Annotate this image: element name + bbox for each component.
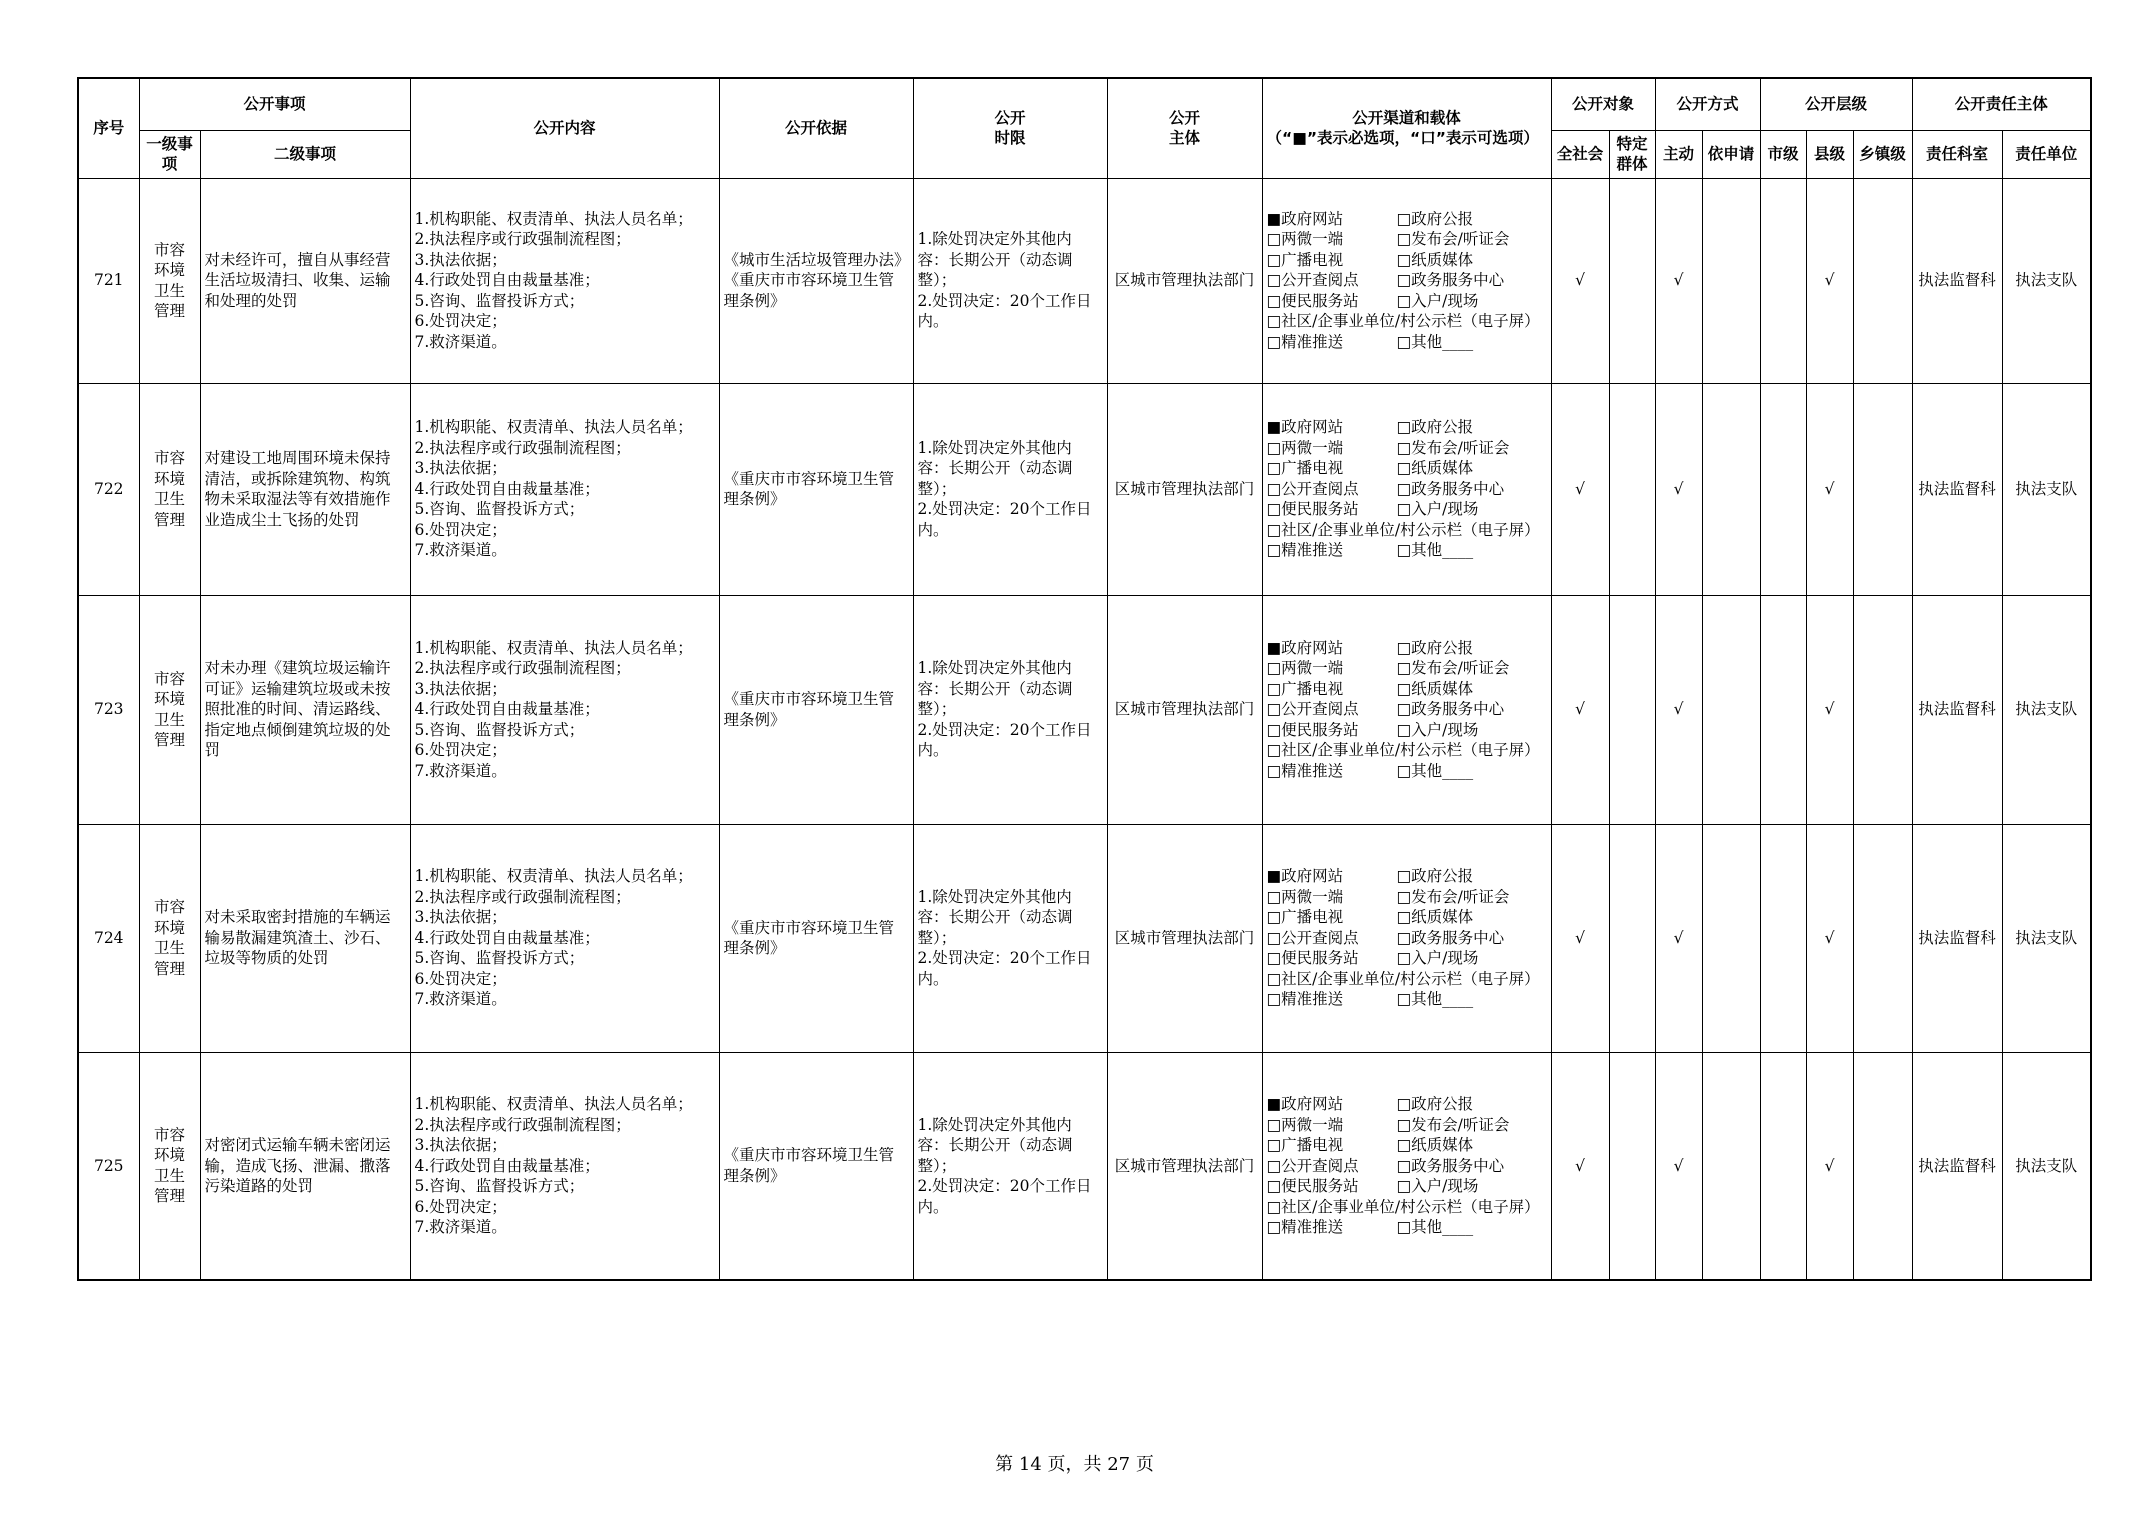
- channel-targeted-push: □精准推送: [1266, 332, 1344, 351]
- target-specific-cell: [1609, 178, 1655, 383]
- level2-cell: 对建设工地周围环境未保持清洁，或拆除建筑物、构筑物未采取湿法等有效措施作业造成尘土飞扬的处罚: [200, 383, 410, 595]
- channel-gov-gazette: □政府公报: [1396, 638, 1474, 657]
- level-town-cell: [1853, 178, 1912, 383]
- header-level1: 一级事项: [139, 130, 200, 178]
- header-channels: [1262, 78, 1551, 178]
- channel-gov-website: ■政府网站: [1266, 638, 1344, 657]
- header-target-all: 全社会: [1551, 130, 1609, 178]
- level-city-cell: [1760, 824, 1806, 1052]
- header-resp-office: 责任科室: [1912, 130, 2002, 178]
- level1-cell: 市容 环境 卫生 管理: [139, 383, 200, 595]
- channel-wechat-weibo: □两微一端: [1266, 230, 1344, 249]
- channel-gov-gazette: □政府公报: [1396, 1095, 1474, 1113]
- target-specific-cell: [1609, 1052, 1655, 1280]
- channel-gov-website: ■政府网站: [1266, 418, 1344, 437]
- resp-office-cell: 执法监督科: [1912, 383, 2002, 595]
- resp-unit-cell: 执法支队: [2002, 595, 2091, 824]
- method-active-cell: √: [1655, 383, 1702, 595]
- channel-other: □其他____: [1396, 761, 1474, 780]
- header-content: 公开内容: [410, 78, 719, 178]
- target-specific-cell: [1609, 383, 1655, 595]
- level-city-cell: [1760, 1052, 1806, 1280]
- channel-broadcast: □广播电视: [1266, 459, 1344, 478]
- channel-broadcast: □广播电视: [1266, 908, 1344, 927]
- channel-press-hearing: □发布会/听证会: [1396, 659, 1510, 678]
- channels-cell: [1262, 1052, 1551, 1280]
- resp-unit-cell: 执法支队: [2002, 1052, 2091, 1280]
- channel-press-hearing: □发布会/听证会: [1396, 230, 1510, 249]
- channel-wechat-weibo: □两微一端: [1266, 659, 1344, 678]
- header-level-town: 乡镇级: [1853, 130, 1912, 178]
- channel-reading-point: □公开查阅点: [1266, 1156, 1359, 1175]
- time-limit-cell: 1.除处罚决定外其他内容：长期公开（动态调整）； 2.处罚决定：20个工作日内。: [913, 178, 1107, 383]
- channel-broadcast: □广播电视: [1266, 679, 1344, 698]
- channel-service-center: □政务服务中心: [1396, 479, 1505, 498]
- method-active-cell: √: [1655, 1052, 1702, 1280]
- content-cell: 1.机构职能、权责清单、执法人员名单； 2.执法程序或行政强制流程图； 3.执法依据； 4.行政处罚自由裁量基准； 5.咨询、监督投诉方式； 6.处罚决定； 7.救济渠道。: [410, 595, 719, 824]
- subject-cell: 区城市管理执法部门: [1107, 595, 1262, 824]
- channel-onsite: □入户/现场: [1396, 949, 1479, 968]
- header-target-specific: 特定 群体: [1609, 130, 1655, 178]
- content-cell: 1.机构职能、权责清单、执法人员名单； 2.执法程序或行政强制流程图； 3.执法依据； 4.行政处罚自由裁量基准； 5.咨询、监督投诉方式； 6.处罚决定； 7.救济渠道。: [410, 383, 719, 595]
- seq-cell: 725: [78, 1052, 139, 1280]
- level-county-cell: √: [1806, 178, 1853, 383]
- level-county-cell: √: [1806, 595, 1853, 824]
- basis-cell: 《重庆市市容环境卫生管理条例》: [719, 824, 913, 1052]
- level-town-cell: [1853, 595, 1912, 824]
- method-request-cell: [1702, 824, 1760, 1052]
- header-method: 公开方式: [1655, 78, 1760, 130]
- channel-service-station: □便民服务站: [1266, 500, 1359, 519]
- channel-service-station: □便民服务站: [1266, 949, 1359, 968]
- channel-service-station: □便民服务站: [1266, 720, 1359, 739]
- channel-press-hearing: □发布会/听证会: [1396, 1115, 1510, 1134]
- table-row: [78, 383, 2091, 595]
- channel-other: □其他____: [1396, 990, 1474, 1009]
- channel-targeted-push: □精准推送: [1266, 990, 1344, 1009]
- method-active-cell: √: [1655, 178, 1702, 383]
- channel-wechat-weibo: □两微一端: [1266, 887, 1344, 906]
- seq-cell: 722: [78, 383, 139, 595]
- header-level-county: 县级: [1806, 130, 1853, 178]
- target-all-cell: √: [1551, 178, 1609, 383]
- target-specific-cell: [1609, 824, 1655, 1052]
- content-cell: 1.机构职能、权责清单、执法人员名单； 2.执法程序或行政强制流程图； 3.执法依据； 4.行政处罚自由裁量基准； 5.咨询、监督投诉方式； 6.处罚决定； 7.救济渠道。: [410, 824, 719, 1052]
- channel-gov-website: ■政府网站: [1266, 1095, 1344, 1113]
- level-city-cell: [1760, 178, 1806, 383]
- level2-cell: 对未采取密封措施的车辆运输易散漏建筑渣土、沙石、垃圾等物质的处罚: [200, 824, 410, 1052]
- level-city-cell: [1760, 383, 1806, 595]
- time-limit-cell: 1.除处罚决定外其他内容：长期公开（动态调整）； 2.处罚决定：20个工作日内。: [913, 383, 1107, 595]
- method-request-cell: [1702, 1052, 1760, 1280]
- target-specific-cell: [1609, 595, 1655, 824]
- channel-other: □其他____: [1396, 332, 1474, 351]
- level-town-cell: [1853, 1052, 1912, 1280]
- target-all-cell: √: [1551, 824, 1609, 1052]
- channel-gov-website: ■政府网站: [1266, 209, 1344, 228]
- channel-other: □其他____: [1396, 541, 1474, 560]
- table-row: [78, 1052, 2091, 1280]
- content-cell: 1.机构职能、权责清单、执法人员名单； 2.执法程序或行政强制流程图； 3.执法依据； 4.行政处罚自由裁量基准； 5.咨询、监督投诉方式； 6.处罚决定； 7.救济渠道。: [410, 1052, 719, 1280]
- time-limit-cell: 1.除处罚决定外其他内容：长期公开（动态调整）； 2.处罚决定：20个工作日内。: [913, 595, 1107, 824]
- channel-print-media: □纸质媒体: [1396, 459, 1474, 478]
- subject-cell: 区城市管理执法部门: [1107, 1052, 1262, 1280]
- resp-office-cell: 执法监督科: [1912, 1052, 2002, 1280]
- channel-service-center: □政务服务中心: [1396, 1156, 1505, 1175]
- resp-office-cell: 执法监督科: [1912, 595, 2002, 824]
- content-cell: 1.机构职能、权责清单、执法人员名单； 2.执法程序或行政强制流程图； 3.执法依据； 4.行政处罚自由裁量基准； 5.咨询、监督投诉方式； 6.处罚决定； 7.救济渠道。: [410, 178, 719, 383]
- channel-gov-website: ■政府网站: [1266, 867, 1344, 886]
- header-subject: 公开 主体: [1107, 78, 1262, 178]
- subject-cell: 区城市管理执法部门: [1107, 383, 1262, 595]
- channel-onsite: □入户/现场: [1396, 1177, 1479, 1195]
- method-request-cell: [1702, 595, 1760, 824]
- level1-cell: 市容 环境 卫生 管理: [139, 1052, 200, 1280]
- channel-reading-point: □公开查阅点: [1266, 479, 1359, 498]
- level-county-cell: √: [1806, 824, 1853, 1052]
- channel-service-center: □政务服务中心: [1396, 271, 1505, 290]
- level-county-cell: √: [1806, 1052, 1853, 1280]
- header-level-city: 市级: [1760, 130, 1806, 178]
- channel-print-media: □纸质媒体: [1396, 250, 1474, 269]
- resp-office-cell: 执法监督科: [1912, 824, 2002, 1052]
- channel-bulletin-board: □社区/企事业单位/村公示栏（电子屏）: [1266, 312, 1540, 331]
- seq-cell: 721: [78, 178, 139, 383]
- header-items: 公开事项: [139, 78, 410, 130]
- channel-broadcast: □广播电视: [1266, 250, 1344, 269]
- seq-cell: 724: [78, 824, 139, 1052]
- channel-gov-gazette: □政府公报: [1396, 867, 1474, 886]
- table-row: [78, 595, 2091, 824]
- channel-print-media: □纸质媒体: [1396, 679, 1474, 698]
- channel-bulletin-board: □社区/企事业单位/村公示栏（电子屏）: [1266, 969, 1540, 988]
- channel-print-media: □纸质媒体: [1396, 908, 1474, 927]
- channel-bulletin-board: □社区/企事业单位/村公示栏（电子屏）: [1266, 1197, 1540, 1216]
- channel-onsite: □入户/现场: [1396, 500, 1479, 519]
- level1-cell: 市容 环境 卫生 管理: [139, 178, 200, 383]
- level2-cell: 对密闭式运输车辆未密闭运输，造成飞扬、泄漏、撒落污染道路的处罚: [200, 1052, 410, 1280]
- header-time-limit: 公开 时限: [913, 78, 1107, 178]
- channel-targeted-push: □精准推送: [1266, 1218, 1344, 1236]
- seq-cell: 723: [78, 595, 139, 824]
- channel-onsite: □入户/现场: [1396, 720, 1479, 739]
- header-resp-unit: 责任单位: [2002, 130, 2091, 178]
- channel-broadcast: □广播电视: [1266, 1136, 1344, 1154]
- target-all-cell: √: [1551, 595, 1609, 824]
- channel-press-hearing: □发布会/听证会: [1396, 438, 1510, 457]
- level-town-cell: [1853, 383, 1912, 595]
- channel-service-station: □便民服务站: [1266, 291, 1359, 310]
- method-active-cell: √: [1655, 595, 1702, 824]
- resp-unit-cell: 执法支队: [2002, 383, 2091, 595]
- header-target: 公开对象: [1551, 78, 1655, 130]
- header-channels-note: （“■”表示必选项，“口”表示可选项）: [1266, 129, 1539, 148]
- channel-gov-gazette: □政府公报: [1396, 209, 1474, 228]
- channel-other: □其他____: [1396, 1218, 1474, 1236]
- subject-cell: 区城市管理执法部门: [1107, 824, 1262, 1052]
- channel-reading-point: □公开查阅点: [1266, 700, 1359, 719]
- level2-cell: 对未办理《建筑垃圾运输许可证》运输建筑垃圾或未按照批准的时间、清运路线、指定地点倾倒建筑垃圾的处罚: [200, 595, 410, 824]
- basis-cell: 《重庆市市容环境卫生管理条例》: [719, 1052, 913, 1280]
- header-basis: 公开依据: [719, 78, 913, 178]
- resp-unit-cell: 执法支队: [2002, 824, 2091, 1052]
- level1-cell: 市容 环境 卫生 管理: [139, 824, 200, 1052]
- resp-unit-cell: 执法支队: [2002, 178, 2091, 383]
- channel-bulletin-board: □社区/企事业单位/村公示栏（电子屏）: [1266, 520, 1540, 539]
- channel-print-media: □纸质媒体: [1396, 1136, 1474, 1154]
- channel-gov-gazette: □政府公报: [1396, 418, 1474, 437]
- channel-reading-point: □公开查阅点: [1266, 271, 1359, 290]
- channel-reading-point: □公开查阅点: [1266, 928, 1359, 947]
- method-request-cell: [1702, 383, 1760, 595]
- channel-onsite: □入户/现场: [1396, 291, 1479, 310]
- subject-cell: 区城市管理执法部门: [1107, 178, 1262, 383]
- disclosure-table: [77, 77, 2092, 1281]
- header-method-active: 主动: [1655, 130, 1702, 178]
- basis-cell: 《重庆市市容环境卫生管理条例》: [719, 595, 913, 824]
- resp-office-cell: 执法监督科: [1912, 178, 2002, 383]
- channel-bulletin-board: □社区/企事业单位/村公示栏（电子屏）: [1266, 741, 1540, 760]
- channels-cell: [1262, 824, 1551, 1052]
- header-resp: 公开责任主体: [1912, 78, 2091, 130]
- channel-wechat-weibo: □两微一端: [1266, 1115, 1344, 1134]
- header-channels-title: 公开渠道和载体: [1352, 108, 1461, 127]
- header-level2: 二级事项: [200, 130, 410, 178]
- header-method-request: 依申请: [1702, 130, 1760, 178]
- channel-service-center: □政务服务中心: [1396, 928, 1505, 947]
- method-active-cell: √: [1655, 824, 1702, 1052]
- table-row: [78, 178, 2091, 383]
- table-row: [78, 824, 2091, 1052]
- channel-press-hearing: □发布会/听证会: [1396, 887, 1510, 906]
- time-limit-cell: 1.除处罚决定外其他内容：长期公开（动态调整）； 2.处罚决定：20个工作日内。: [913, 824, 1107, 1052]
- level-city-cell: [1760, 595, 1806, 824]
- channels-cell: [1262, 178, 1551, 383]
- channels-cell: [1262, 383, 1551, 595]
- level-county-cell: √: [1806, 383, 1853, 595]
- level1-cell: 市容 环境 卫生 管理: [139, 595, 200, 824]
- channel-targeted-push: □精准推送: [1266, 541, 1344, 560]
- page-footer: 第 14 页，共 27 页: [995, 1454, 1154, 1475]
- level2-cell: 对未经许可，擅自从事经营生活垃圾清扫、收集、运输和处理的处罚: [200, 178, 410, 383]
- target-all-cell: √: [1551, 1052, 1609, 1280]
- channel-service-center: □政务服务中心: [1396, 700, 1505, 719]
- channels-cell: [1262, 595, 1551, 824]
- time-limit-cell: 1.除处罚决定外其他内容：长期公开（动态调整）； 2.处罚决定：20个工作日内。: [913, 1052, 1107, 1280]
- header-seq: 序号: [78, 78, 139, 178]
- method-request-cell: [1702, 178, 1760, 383]
- target-all-cell: √: [1551, 383, 1609, 595]
- channel-service-station: □便民服务站: [1266, 1177, 1359, 1195]
- basis-cell: 《城市生活垃圾管理办法》《重庆市市容环境卫生管理条例》: [719, 178, 913, 383]
- header-level: 公开层级: [1760, 78, 1912, 130]
- channel-targeted-push: □精准推送: [1266, 761, 1344, 780]
- channel-wechat-weibo: □两微一端: [1266, 438, 1344, 457]
- basis-cell: 《重庆市市容环境卫生管理条例》: [719, 383, 913, 595]
- level-town-cell: [1853, 824, 1912, 1052]
